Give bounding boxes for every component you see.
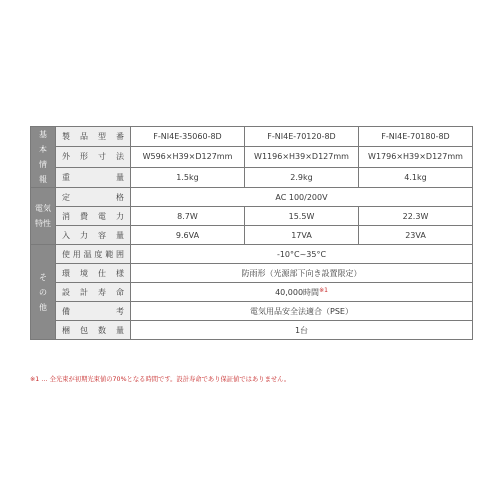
input-2: 17VA — [245, 226, 359, 245]
table-row-weight — [31, 167, 473, 187]
label-lifetime: 設計寿命 — [56, 283, 131, 302]
category-basic-char-4: 報 — [39, 175, 47, 184]
label-model-number: 製品型番 — [56, 127, 131, 147]
label-temperature: 使用温度範囲 — [56, 245, 131, 264]
label-dimensions: 外形寸法 — [56, 147, 131, 167]
dimensions-3: W1796×H39×D127mm — [359, 147, 473, 167]
temperature-value: -10°C~35°C — [131, 245, 473, 264]
package-value: 1台 — [131, 321, 473, 340]
dimensions-1: W596×H39×D127mm — [131, 147, 245, 167]
category-other-char-2: の — [39, 287, 47, 297]
table-row-model — [31, 127, 473, 147]
model-3: F-NI4E-70180-8D — [359, 127, 473, 147]
power-3: 22.3W — [359, 207, 473, 226]
table-row-environment — [31, 264, 473, 283]
lifetime-value: 40,000時間 — [275, 287, 320, 297]
spec-table — [30, 126, 473, 340]
label-rating: 定格 — [56, 188, 131, 207]
category-other — [31, 245, 56, 340]
weight-2: 2.9kg — [245, 167, 359, 187]
category-basic-char-2: 本 — [39, 145, 47, 154]
table-row-package — [31, 321, 473, 340]
weight-3: 4.1kg — [359, 167, 473, 187]
table-row-dimensions — [31, 147, 473, 167]
label-remarks: 備考 — [56, 302, 131, 321]
power-2: 15.5W — [245, 207, 359, 226]
environment-value: 防雨形（光源部下向き設置限定） — [131, 264, 473, 283]
label-power: 消費電力 — [56, 207, 131, 226]
category-basic-char-1: 基 — [39, 130, 47, 139]
model-2: F-NI4E-70120-8D — [245, 127, 359, 147]
category-electrical-line-2: 特性 — [35, 219, 51, 228]
table-row-input — [31, 226, 473, 245]
label-input: 入力容量 — [56, 226, 131, 245]
dimensions-2: W1196×H39×D127mm — [245, 147, 359, 167]
input-1: 9.6VA — [131, 226, 245, 245]
category-basic-char-3: 情 — [39, 160, 47, 169]
table-row-lifetime — [31, 283, 473, 302]
model-1: F-NI4E-35060-8D — [131, 127, 245, 147]
category-electrical — [31, 188, 56, 245]
power-1: 8.7W — [131, 207, 245, 226]
category-electrical-line-1: 電気 — [35, 204, 51, 213]
table-row-temperature — [31, 245, 473, 264]
label-package: 梱包数量 — [56, 321, 131, 340]
category-basic-info — [31, 127, 56, 188]
table-row-remarks — [31, 302, 473, 321]
footnote: ※1 … 全光束が初期光束値の70%となる時間です。設計寿命であり保証値ではありません。 — [30, 376, 291, 383]
category-other-char-1: そ — [39, 272, 47, 282]
category-other-char-3: 他 — [39, 302, 47, 312]
label-environment: 環境仕様 — [56, 264, 131, 283]
lifetime-cell — [131, 283, 473, 302]
input-3: 23VA — [359, 226, 473, 245]
lifetime-note-mark: ※1 — [319, 286, 328, 294]
label-weight: 重量 — [56, 167, 131, 187]
table-row-power — [31, 207, 473, 226]
remarks-value: 電気用品安全法適合（PSE） — [131, 302, 473, 321]
rating-value: AC 100/200V — [131, 188, 473, 207]
weight-1: 1.5kg — [131, 167, 245, 187]
table-row-rating — [31, 188, 473, 207]
